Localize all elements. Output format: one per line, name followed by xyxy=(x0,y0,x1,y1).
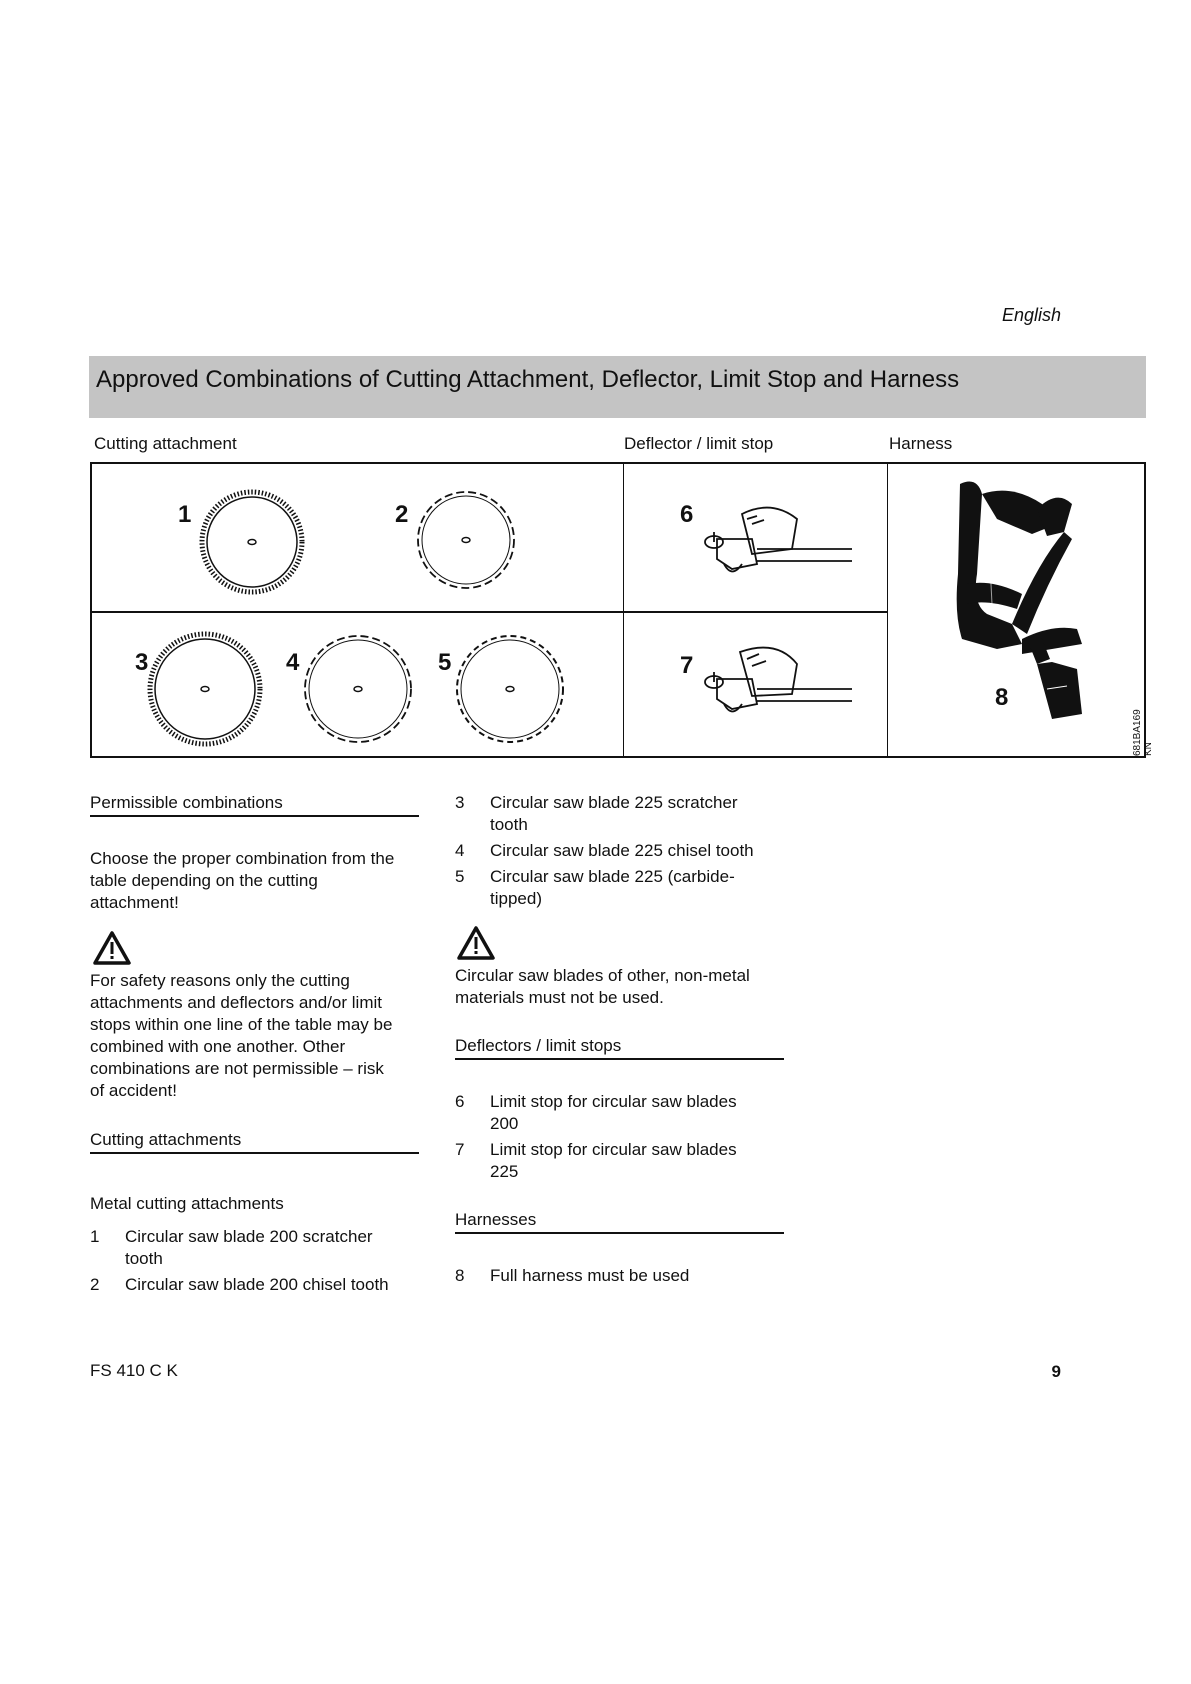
permissible-text xyxy=(90,848,425,914)
figure-code: 681BA169 KN xyxy=(1132,709,1154,756)
label-8: 8 xyxy=(995,684,1009,711)
page-title: Approved Combinations of Cutting Attachment, Deflector, Limit Stop and Harness xyxy=(96,366,960,393)
list-item xyxy=(90,1274,430,1298)
item-number: 3 xyxy=(455,793,465,812)
section-heading-cutting: Cutting attachments xyxy=(90,1130,419,1154)
warning-icon xyxy=(92,930,132,966)
saw-blade-225-carbide-icon xyxy=(457,636,563,742)
page-number: 9 xyxy=(1051,1362,1061,1381)
list-item xyxy=(455,792,795,838)
saw-blade-200-chisel-icon xyxy=(418,492,514,588)
saw-blade-225-scratcher-icon xyxy=(150,634,260,744)
table-illustrations xyxy=(92,464,1144,756)
section-heading-deflectors: Deflectors / limit stops xyxy=(455,1036,784,1060)
item-text xyxy=(490,1091,737,1135)
text-line: For safety reasons only the cutting xyxy=(90,971,350,990)
text-line: attachments and deflectors and/or limit xyxy=(90,993,382,1012)
label-4: 4 xyxy=(286,649,300,676)
list-item xyxy=(455,866,795,912)
item-number: 8 xyxy=(455,1266,465,1285)
text-line: tooth xyxy=(490,815,528,834)
list-item xyxy=(455,840,795,864)
item-number: 5 xyxy=(455,867,465,886)
text-line: Circular saw blade 200 scratcher xyxy=(125,1227,373,1246)
warning-icon xyxy=(456,925,496,961)
limit-stop-225-icon xyxy=(705,648,852,712)
label-3: 3 xyxy=(135,649,149,676)
text-line: Choose the proper combination from the xyxy=(90,849,395,868)
list-item xyxy=(455,1139,795,1185)
combination-table xyxy=(90,462,1154,758)
text-line: 225 xyxy=(490,1162,519,1181)
text-line: Circular saw blade 225 scratcher xyxy=(490,793,738,812)
column-header-deflector: Deflector / limit stop xyxy=(624,434,774,453)
label-2: 2 xyxy=(395,501,409,528)
item-text xyxy=(490,1139,737,1183)
text-line: combined with one another. Other xyxy=(90,1037,346,1056)
text-line: Limit stop for circular saw blades xyxy=(490,1140,737,1159)
list-item xyxy=(455,1265,795,1289)
item-text xyxy=(490,866,735,910)
saw-blade-200-scratcher-icon xyxy=(202,492,302,592)
text-line: of accident! xyxy=(90,1081,177,1100)
footer-model: FS 410 C K xyxy=(90,1361,178,1380)
text-line: Limit stop for circular saw blades xyxy=(490,1092,737,1111)
text-line: Circular saw blades of other, non-metal xyxy=(455,966,750,985)
column-header-harness: Harness xyxy=(889,434,953,453)
item-text xyxy=(490,792,738,836)
text-line: table depending on the cutting xyxy=(90,871,318,890)
saw-blade-225-chisel-icon xyxy=(305,636,411,742)
item-number: 6 xyxy=(455,1092,465,1111)
label-7: 7 xyxy=(680,652,694,679)
item-number: 2 xyxy=(90,1275,100,1294)
text-line: stops within one line of the table may be xyxy=(90,1015,393,1034)
subheading-metal: Metal cutting attachments xyxy=(90,1194,284,1213)
text-line: 200 xyxy=(490,1114,519,1133)
label-6: 6 xyxy=(680,501,694,528)
text-line: Circular saw blade 225 (carbide- xyxy=(490,867,735,886)
item-text xyxy=(490,1265,689,1287)
label-1: 1 xyxy=(178,501,192,528)
item-text xyxy=(490,840,754,862)
item-number: 4 xyxy=(455,841,465,860)
text-line: attachment! xyxy=(90,893,179,912)
language-label: English xyxy=(1001,305,1061,325)
item-number: 1 xyxy=(90,1227,100,1246)
list-item xyxy=(455,1091,795,1137)
text-line: tipped) xyxy=(490,889,542,908)
full-harness-icon xyxy=(957,482,1082,719)
text-line: tooth xyxy=(125,1249,163,1268)
text-line: combinations are not permissible – risk xyxy=(90,1059,384,1078)
text-line: Circular saw blade 200 chisel tooth xyxy=(125,1275,389,1294)
item-text xyxy=(125,1226,373,1270)
text-line: materials must not be used. xyxy=(455,988,664,1007)
section-heading-harnesses: Harnesses xyxy=(455,1210,784,1234)
title-bar xyxy=(89,356,1146,418)
item-text xyxy=(125,1274,389,1296)
material-warning-text xyxy=(455,965,795,1009)
text-line: Circular saw blade 225 chisel tooth xyxy=(490,841,754,860)
section-heading-permissible: Permissible combinations xyxy=(90,793,419,817)
text-line: Full harness must be used xyxy=(490,1266,690,1285)
item-number: 7 xyxy=(455,1140,465,1159)
safety-warning-text xyxy=(90,970,430,1102)
limit-stop-200-icon xyxy=(705,508,852,572)
label-5: 5 xyxy=(438,649,452,676)
column-header-cutting: Cutting attachment xyxy=(94,434,237,453)
list-item xyxy=(90,1226,430,1272)
